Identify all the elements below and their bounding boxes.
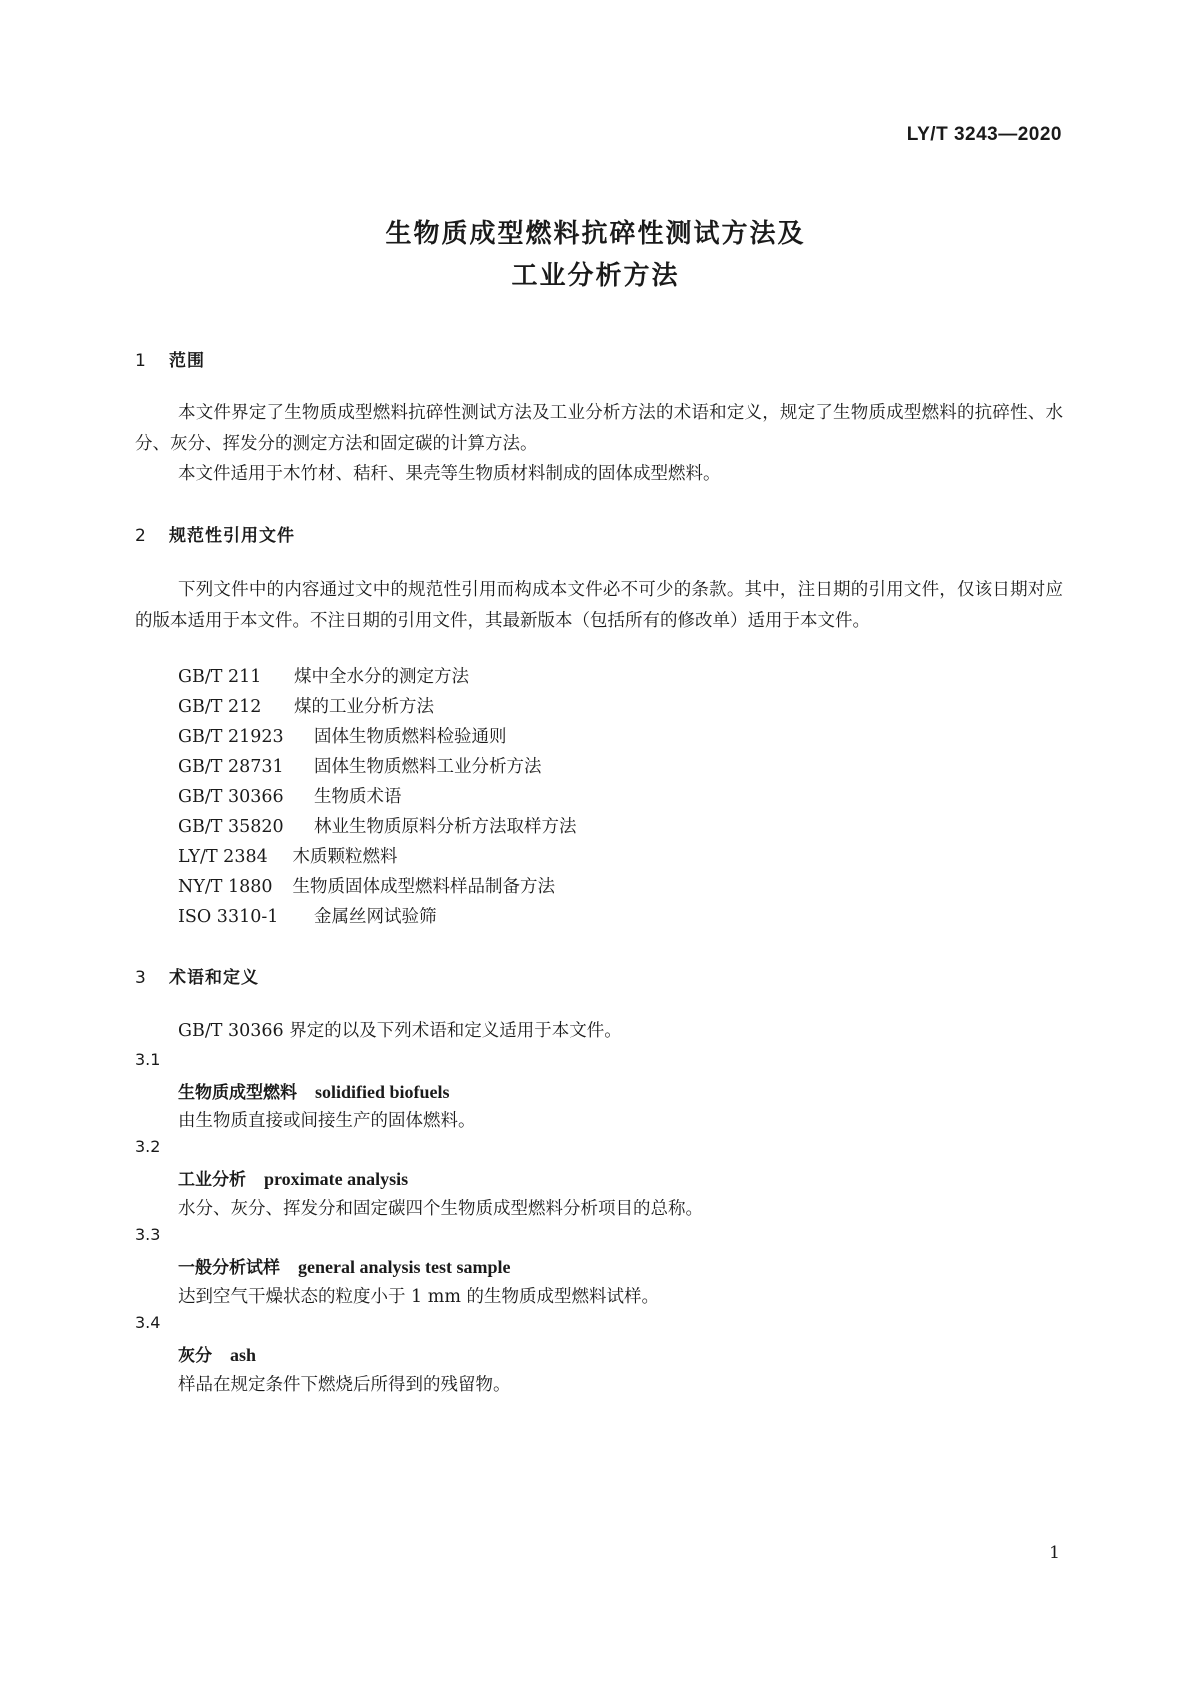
section-number: 2: [135, 526, 147, 546]
document-title-line-2: 工业分析方法: [511, 261, 680, 291]
section-3-heading: [135, 963, 259, 988]
section-number: 3: [135, 968, 147, 988]
reference-code: GB/T 21923: [178, 727, 284, 747]
reference-item: [178, 663, 469, 688]
reference-item: [178, 873, 555, 898]
reference-title: 金属丝网试验筛: [314, 907, 437, 927]
reference-item: [178, 693, 434, 718]
section-2-paragraph-1: 下列文件中的内容通过文中的规范性引用而构成本文件必不可少的条款。其中，注日期的引用文件，仅该日期对应的版本适用于本文件。不注日期的引用文件，其最新版本（包括所有的修改单）适用于本文件。: [135, 580, 1063, 631]
section-title: 术语和定义: [169, 968, 259, 988]
term-name-zh: 灰分: [178, 1346, 212, 1366]
section-1-paragraph-2: 本文件适用于木竹材、秸秆、果壳等生物质材料制成的固体成型燃料。: [178, 464, 721, 484]
reference-title: 林业生物质原料分析方法取样方法: [314, 817, 577, 837]
term-number: 3.4: [135, 1313, 161, 1332]
reference-item: [178, 813, 577, 838]
reference-code: GB/T 30366: [178, 787, 284, 807]
section-title: 范围: [169, 351, 205, 371]
reference-title: 煤中全水分的测定方法: [294, 667, 469, 687]
reference-title: 生物质术语: [314, 787, 402, 807]
standard-code: LY/T 3243—2020: [906, 124, 1062, 145]
term-name: [178, 1078, 450, 1103]
reference-item: [178, 843, 398, 868]
section-title: 规范性引用文件: [169, 526, 295, 546]
reference-title: 生物质固体成型燃料样品制备方法: [292, 877, 556, 897]
term-name-en: solidified biofuels: [315, 1082, 450, 1102]
term-name-en: ash: [230, 1345, 257, 1365]
reference-item: [178, 753, 542, 778]
term-name: [178, 1253, 510, 1278]
term-name: [178, 1341, 256, 1366]
document-title-line-1: 生物质成型燃料抗碎性测试方法及: [385, 219, 806, 249]
reference-code: LY/T 2384: [178, 847, 268, 867]
reference-code: NY/T 1880: [178, 877, 273, 897]
term-definition: 样品在规定条件下燃烧后所得到的残留物。: [178, 1375, 511, 1395]
section-3-intro: GB/T 30366 界定的以及下列术语和定义适用于本文件。: [178, 1021, 622, 1041]
section-number: 1: [135, 351, 147, 371]
reference-code: GB/T 212: [178, 697, 262, 717]
term-name-zh: 工业分析: [178, 1170, 246, 1190]
term-definition: 达到空气干燥状态的粒度小于 1 mm 的生物质成型燃料试样。: [178, 1287, 660, 1307]
reference-item: [178, 723, 507, 748]
section-2-heading: [135, 521, 295, 546]
reference-title: 固体生物质燃料工业分析方法: [314, 757, 542, 777]
reference-title: 煤的工业分析方法: [294, 697, 434, 717]
term-name-en: general analysis test sample: [298, 1257, 511, 1277]
term-name-zh: 一般分析试样: [178, 1258, 280, 1278]
page-number: 1: [1049, 1543, 1060, 1563]
term-number: 3.3: [135, 1225, 161, 1244]
reference-code: ISO 3310-1: [178, 907, 279, 927]
reference-code: GB/T 28731: [178, 757, 284, 777]
reference-code: GB/T 211: [178, 667, 262, 687]
term-number: 3.1: [135, 1050, 161, 1069]
term-name-zh: 生物质成型燃料: [178, 1083, 297, 1103]
reference-title: 木质颗粒燃料: [292, 847, 398, 867]
term-name-en: proximate analysis: [264, 1169, 409, 1189]
reference-code: GB/T 35820: [178, 817, 284, 837]
term-number: 3.2: [135, 1137, 161, 1156]
reference-title: 固体生物质燃料检验通则: [314, 727, 507, 747]
section-1-heading: [135, 346, 205, 371]
term-definition: 由生物质直接或间接生产的固体燃料。: [178, 1111, 476, 1131]
reference-item: [178, 783, 402, 808]
term-definition: 水分、灰分、挥发分和固定碳四个生物质成型燃料分析项目的总称。: [178, 1199, 703, 1219]
reference-item: [178, 903, 437, 928]
section-1-paragraph-1: 本文件界定了生物质成型燃料抗碎性测试方法及工业分析方法的术语和定义，规定了生物质成型燃料的抗碎性、水分、灰分、挥发分的测定方法和固定碳的计算方法。: [135, 403, 1063, 454]
term-name: [178, 1165, 408, 1190]
